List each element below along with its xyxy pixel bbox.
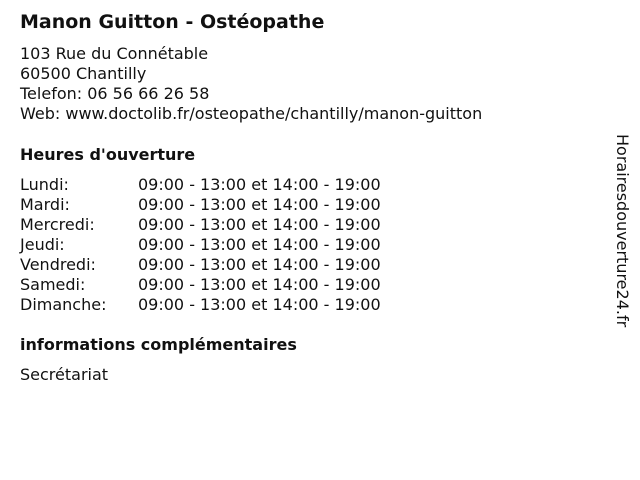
additional-info-text: Secrétariat — [20, 365, 109, 384]
opening-hours-table — [20, 175, 381, 315]
hours-time: 09:00 - 13:00 et 14:00 - 19:00 — [138, 215, 381, 234]
hours-row — [20, 215, 381, 235]
opening-hours-heading: Heures d'ouverture — [20, 145, 196, 164]
hours-time: 09:00 - 13:00 et 14:00 - 19:00 — [138, 295, 381, 314]
hours-day: Samedi: — [20, 275, 86, 294]
hours-row — [20, 255, 381, 275]
additional-info-heading: informations complémentaires — [20, 335, 297, 354]
watermark-text: Horairesdouverture24.fr — [613, 134, 632, 328]
hours-time: 09:00 - 13:00 et 14:00 - 19:00 — [138, 175, 381, 194]
hours-day: Mardi: — [20, 195, 70, 214]
hours-row — [20, 195, 381, 215]
site-watermark — [612, 134, 632, 374]
business-address-block — [20, 44, 482, 124]
hours-row — [20, 295, 381, 315]
hours-day: Lundi: — [20, 175, 69, 194]
hours-day: Vendredi: — [20, 255, 96, 274]
hours-day: Dimanche: — [20, 295, 107, 314]
hours-time: 09:00 - 13:00 et 14:00 - 19:00 — [138, 255, 381, 274]
hours-time: 09:00 - 13:00 et 14:00 - 19:00 — [138, 275, 381, 294]
hours-time: 09:00 - 13:00 et 14:00 - 19:00 — [138, 195, 381, 214]
address-street: 103 Rue du Connétable — [20, 44, 209, 63]
address-city: 60500 Chantilly — [20, 64, 147, 83]
hours-day: Jeudi: — [20, 235, 65, 254]
phone-number: Telefon: 06 56 66 26 58 — [20, 84, 210, 103]
business-title: Manon Guitton - Ostéopathe — [20, 11, 325, 33]
hours-day: Mercredi: — [20, 215, 95, 234]
website: Web: www.doctolib.fr/osteopathe/chantilly/manon-guitton — [20, 104, 483, 123]
hours-row — [20, 235, 381, 255]
hours-row — [20, 175, 381, 195]
hours-time: 09:00 - 13:00 et 14:00 - 19:00 — [138, 235, 381, 254]
hours-row — [20, 275, 381, 295]
